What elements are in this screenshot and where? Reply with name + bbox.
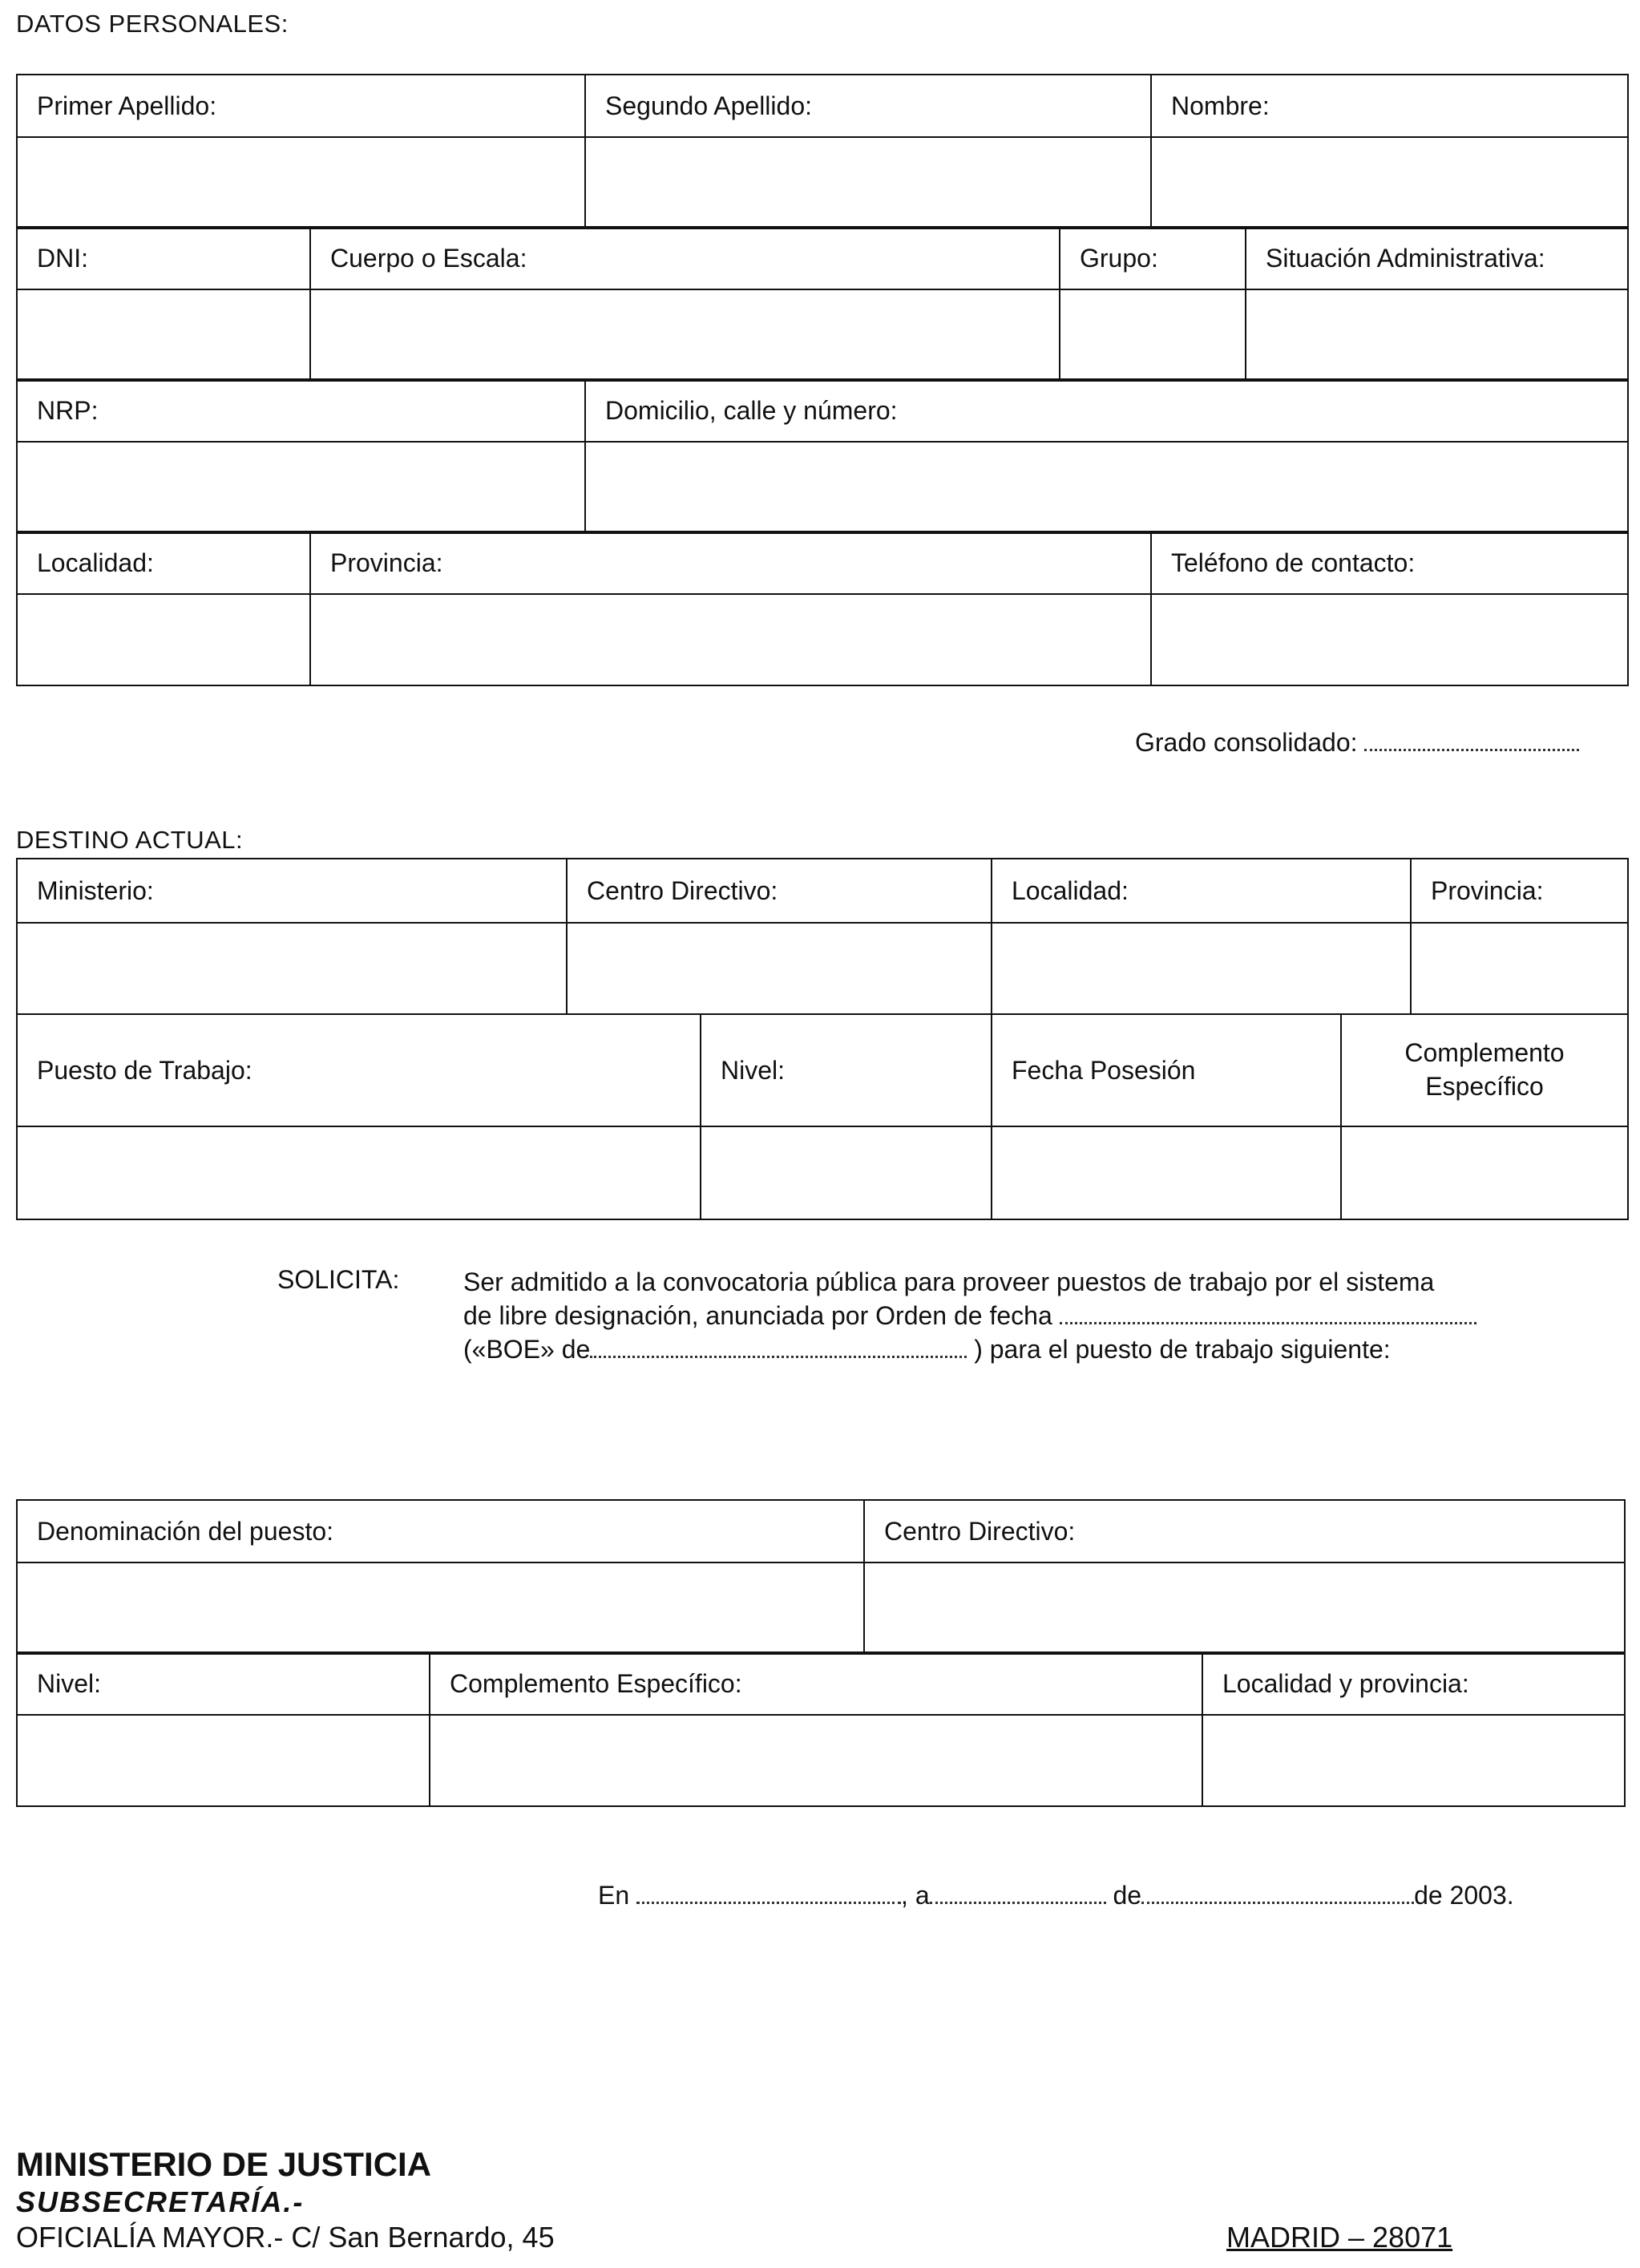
dni-label: DNI: [17, 227, 310, 289]
fecha-a-text: , a [901, 1881, 930, 1910]
centro-directivo-label: Centro Directivo: [567, 859, 992, 923]
orden-fecha-field[interactable] [1060, 1301, 1476, 1324]
personal-data-row-2 [16, 226, 1629, 382]
fecha-en-text: En [598, 1881, 630, 1910]
solicita-boe-text: («BOE» de [463, 1335, 591, 1364]
footer-ministerio: MINISTERIO DE JUSTICIA [16, 2145, 432, 2183]
solicita-line-1: Ser admitido a la convocatoria pública para proveer puestos de trabajo por el sistema [463, 1267, 1435, 1296]
primer-apellido-label: Primer Apellido: [17, 75, 585, 137]
grado-consolidado-line [1135, 728, 1579, 758]
segundo-apellido-field[interactable] [585, 137, 1151, 228]
section-title-destino-actual: DESTINO ACTUAL: [16, 826, 244, 854]
fecha-year-text: de 2003. [1414, 1881, 1514, 1910]
destino-provincia-field[interactable] [1411, 923, 1628, 1014]
grupo-field[interactable] [1060, 289, 1246, 381]
complemento-label-line-1: Complemento [1404, 1038, 1565, 1068]
puesto-trabajo-field[interactable] [17, 1126, 701, 1219]
lugar-field[interactable] [636, 1881, 901, 1904]
complemento-label-line-2: Específico [1425, 1072, 1544, 1101]
situacion-administrativa-field[interactable] [1246, 289, 1628, 381]
cuerpo-escala-label: Cuerpo o Escala: [310, 227, 1060, 289]
personal-data-row-1 [16, 74, 1629, 229]
footer-subsecretaria: SUBSECRETARÍA.- [16, 2185, 305, 2218]
solicitado-nivel-label: Nivel: [17, 1652, 430, 1715]
grupo-label: Grupo: [1060, 227, 1246, 289]
grado-consolidado-field[interactable] [1364, 728, 1579, 751]
centro-directivo-field[interactable] [567, 923, 992, 1014]
puesto-solicitado-row-1 [16, 1499, 1626, 1655]
destino-provincia-label: Provincia: [1411, 859, 1628, 923]
fecha-posesion-label: Fecha Posesión [992, 1014, 1341, 1126]
complemento-especifico-field[interactable] [1341, 1126, 1628, 1219]
solicitado-localidad-label: Localidad y provincia: [1202, 1652, 1625, 1715]
complemento-especifico-label [1341, 1014, 1628, 1126]
solicitado-centro-directivo-field[interactable] [864, 1563, 1625, 1654]
solicita-line-3-text: ) para el puesto de trabajo siguiente: [974, 1335, 1391, 1364]
primer-apellido-field[interactable] [17, 137, 585, 228]
footer-madrid: MADRID – 28071 [1226, 2221, 1453, 2254]
solicitado-nivel-field[interactable] [17, 1715, 430, 1806]
nrp-field[interactable] [17, 442, 585, 533]
solicitado-complemento-label: Complemento Específico: [430, 1652, 1202, 1715]
destino-localidad-label: Localidad: [992, 859, 1411, 923]
section-title-datos-personales: DATOS PERSONALES: [16, 10, 289, 38]
domicilio-label: Domicilio, calle y número: [585, 379, 1628, 442]
puesto-trabajo-label: Puesto de Trabajo: [17, 1014, 701, 1126]
denominacion-puesto-field[interactable] [17, 1563, 864, 1654]
situacion-administrativa-label: Situación Administrativa: [1246, 227, 1628, 289]
puesto-solicitado-row-2 [16, 1651, 1626, 1807]
cuerpo-escala-field[interactable] [310, 289, 1060, 381]
solicita-label: SOLICITA: [277, 1265, 400, 1294]
solicitado-complemento-field[interactable] [430, 1715, 1202, 1806]
nivel-field[interactable] [701, 1126, 992, 1219]
telefono-field[interactable] [1151, 594, 1628, 685]
dni-field[interactable] [17, 289, 310, 381]
provincia-field[interactable] [310, 594, 1151, 685]
dia-field[interactable] [930, 1881, 1106, 1904]
destino-actual-row-2 [16, 1013, 1629, 1220]
destino-localidad-field[interactable] [992, 923, 1411, 1014]
boe-fecha-field[interactable] [590, 1335, 967, 1358]
personal-data-row-4 [16, 531, 1629, 686]
provincia-label: Provincia: [310, 532, 1151, 594]
fecha-de-text: de [1113, 1881, 1142, 1910]
localidad-field[interactable] [17, 594, 310, 685]
telefono-label: Teléfono de contacto: [1151, 532, 1628, 594]
solicitado-localidad-field[interactable] [1202, 1715, 1625, 1806]
solicita-text [463, 1265, 1476, 1366]
solicitado-centro-directivo-label: Centro Directivo: [864, 1500, 1625, 1563]
nivel-label: Nivel: [701, 1014, 992, 1126]
footer-oficialia: OFICIALÍA MAYOR.- C/ San Bernardo, 45 [16, 2221, 555, 2254]
domicilio-field[interactable] [585, 442, 1628, 533]
localidad-label: Localidad: [17, 532, 310, 594]
fecha-posesion-field[interactable] [992, 1126, 1341, 1219]
mes-field[interactable] [1141, 1881, 1414, 1904]
nombre-label: Nombre: [1151, 75, 1628, 137]
fecha-firma-line [598, 1881, 1514, 1910]
personal-data-row-3 [16, 378, 1629, 534]
segundo-apellido-label: Segundo Apellido: [585, 75, 1151, 137]
ministerio-label: Ministerio: [17, 859, 567, 923]
solicita-line-2-text: de libre designación, anunciada por Orden de fecha [463, 1301, 1052, 1330]
nombre-field[interactable] [1151, 137, 1628, 228]
solicita-line-2 [463, 1299, 1476, 1332]
denominacion-puesto-label: Denominación del puesto: [17, 1500, 864, 1563]
nrp-label: NRP: [17, 379, 585, 442]
ministerio-field[interactable] [17, 923, 567, 1014]
solicita-line-3 [463, 1332, 1476, 1366]
destino-actual-row-1 [16, 858, 1629, 1015]
grado-consolidado-label: Grado consolidado: [1135, 728, 1358, 757]
